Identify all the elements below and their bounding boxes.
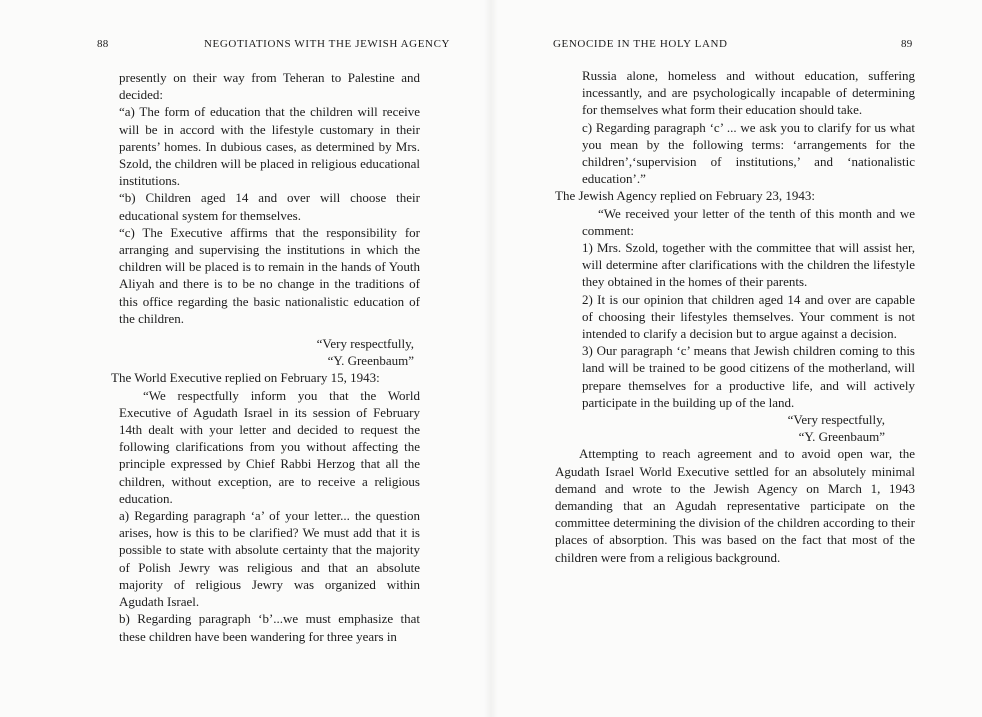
paragraph: The World Executive replied on February 15, 1943: (111, 370, 380, 386)
paragraph: 1) Mrs. Szold, together with the committee that will assist her, will determine after clarifications with the children the lifestyle they obtained in the homes of their parents. (582, 240, 915, 290)
paragraph: “b) Children aged 14 and over will choose their educational system for themselves. (119, 190, 420, 223)
paragraph: “a) The form of education that the children will receive will be in accord with the lifestyle customary in their parents’ homes. In dubious cases, as determined by Mrs. Szold, the children will be placed in religious educational institutions. (119, 104, 420, 189)
running-head: GENOCIDE IN THE HOLY LAND (553, 38, 728, 50)
right-page (491, 0, 982, 717)
closing: “Very respectfully, (316, 336, 414, 352)
closing: “Very respectfully, (787, 412, 885, 428)
signature: “Y. Greenbaum” (327, 353, 414, 369)
paragraph: “c) The Executive affirms that the responsibility for arranging and supervising the institutions in which the children will be placed is to remain in the hands of Youth Aliyah and there is to be no change in the traditions of this office regarding the basic nationalistic education of the children. (119, 224, 420, 326)
paragraph: b) Regarding paragraph ‘b’...we must emphasize that these children have been wandering for three years in (119, 611, 420, 644)
paragraph: “We respectfully inform you that the World Executive of Agudath Israel in its session of February 14th dealt with your letter and decided to request the following clarifications from you without affecting the principle expressed by Chief Rabbi Herzog that all the children, without exception, are to receive a religious education. (119, 387, 420, 506)
body-text (555, 67, 915, 566)
paragraph: Attempting to reach agreement and to avoid open war, the Agudath Israel World Executive settled for an absolutely minimal demand and wrote to the Jewish Agency on March 1, 1943 demanding that an Agudah representative participate on the committee determining the division of the children according to their places of absorption. This was based on the fact that most of the children were from a religious background. (555, 446, 915, 565)
body-text (111, 69, 420, 645)
paragraph: c) Regarding paragraph ‘c’ ... we ask you to clarify for us what you mean by the following terms: ‘arrangements for the children’,‘supervision of institutions,’ and ‘nationalistic education’.” (582, 119, 915, 187)
signature: “Y. Greenbaum” (798, 429, 885, 445)
paragraph: Russia alone, homeless and without education, suffering incessantly, and are psychologically incapable of determining for themselves what form their education should take. (582, 68, 915, 118)
paragraph: a) Regarding paragraph ‘a’ of your letter... the question arises, how is this to be clarified? We must add that it is possible to state with absolute certainty that the majority of Polish Jewry was religious and that an absolute majority of religious Jewry was organized within Agudath Israel. (119, 508, 420, 610)
paragraph: The Jewish Agency replied on February 23, 1943: (555, 188, 815, 204)
page-number: 89 (901, 38, 913, 50)
running-head: NEGOTIATIONS WITH THE JEWISH AGENCY (204, 38, 451, 50)
page-number: 88 (97, 38, 109, 50)
paragraph: “We received your letter of the tenth of this month and we comment: (582, 205, 915, 238)
paragraph: 2) It is our opinion that children aged 14 and over are capable of choosing their lifestyles themselves. Your comment is not intended to clarify a decision but to argue against a decision. (582, 291, 915, 342)
paragraph: 3) Our paragraph ‘c’ means that Jewish children coming to this land will be trained to be good citizens of the motherland, will prepare themselves for a productive life, and will actively participate in the building up of the land. (582, 343, 915, 410)
paragraph: presently on their way from Teheran to Palestine and decided: (119, 70, 420, 103)
